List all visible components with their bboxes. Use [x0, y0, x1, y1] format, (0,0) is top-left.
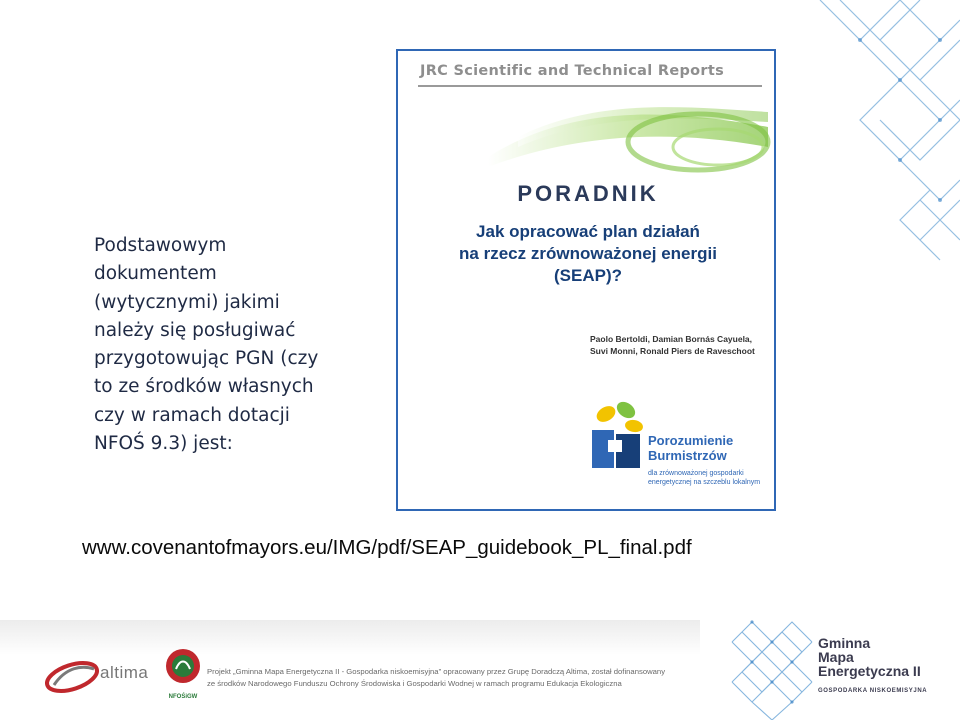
intro-text: Podstawowym dokumentem (wytycznymi) jakimi należy się posługiwać przygotowując PGN (czy to ze środków własnych czy w ramach dotacji NFOŚ 9.3) jest:	[94, 235, 319, 455]
covenant-name: Porozumienie Burmistrzów	[648, 433, 734, 463]
cover-authors: Paolo Bertoldi, Damian Bornás Cayuela, Suvi Monni, Ronald Piers de Raveschoot	[590, 334, 755, 356]
project-funding-note: Projekt „Gminna Mapa Energetyczna II - Gospodarka niskoemisyjna” opracowany przez Grupę Doradczą Altima, został dofinansowany ze środków Narodowego Funduszu Ochrony Środowiska i Gospodarki Wodnej w ramach programu Edukacja Ekologiczna	[207, 667, 666, 688]
nfosigw-label: NFOŚiGW	[168, 694, 198, 700]
gmina-map-title: Gminna Mapa Energetyczna II	[818, 635, 921, 679]
guidebook-url-link[interactable]: www.covenantofmayors.eu/IMG/pdf/SEAP_guidebook_PL_final.pdf	[82, 536, 692, 559]
altima-wordmark: altima	[100, 663, 149, 682]
gmina-map-subtitle: GOSPODARKA NISKOEMISYJNA	[818, 688, 928, 694]
cover-title: PORADNIK	[517, 181, 659, 206]
cover-subtitle: Jak opracować plan działań na rzecz zrównoważonej energii (SEAP)?	[459, 222, 717, 285]
mesh-decoration-bottom	[722, 612, 822, 720]
mesh-decoration-top	[800, 0, 960, 300]
cover-series-title: JRC Scientific and Technical Reports	[420, 63, 725, 79]
covenant-tagline: dla zrównoważonej gospodarki energetycznej na szczeblu lokalnym	[648, 470, 761, 486]
guidebook-cover	[396, 49, 776, 511]
covenant-of-mayors-logo	[586, 396, 646, 470]
